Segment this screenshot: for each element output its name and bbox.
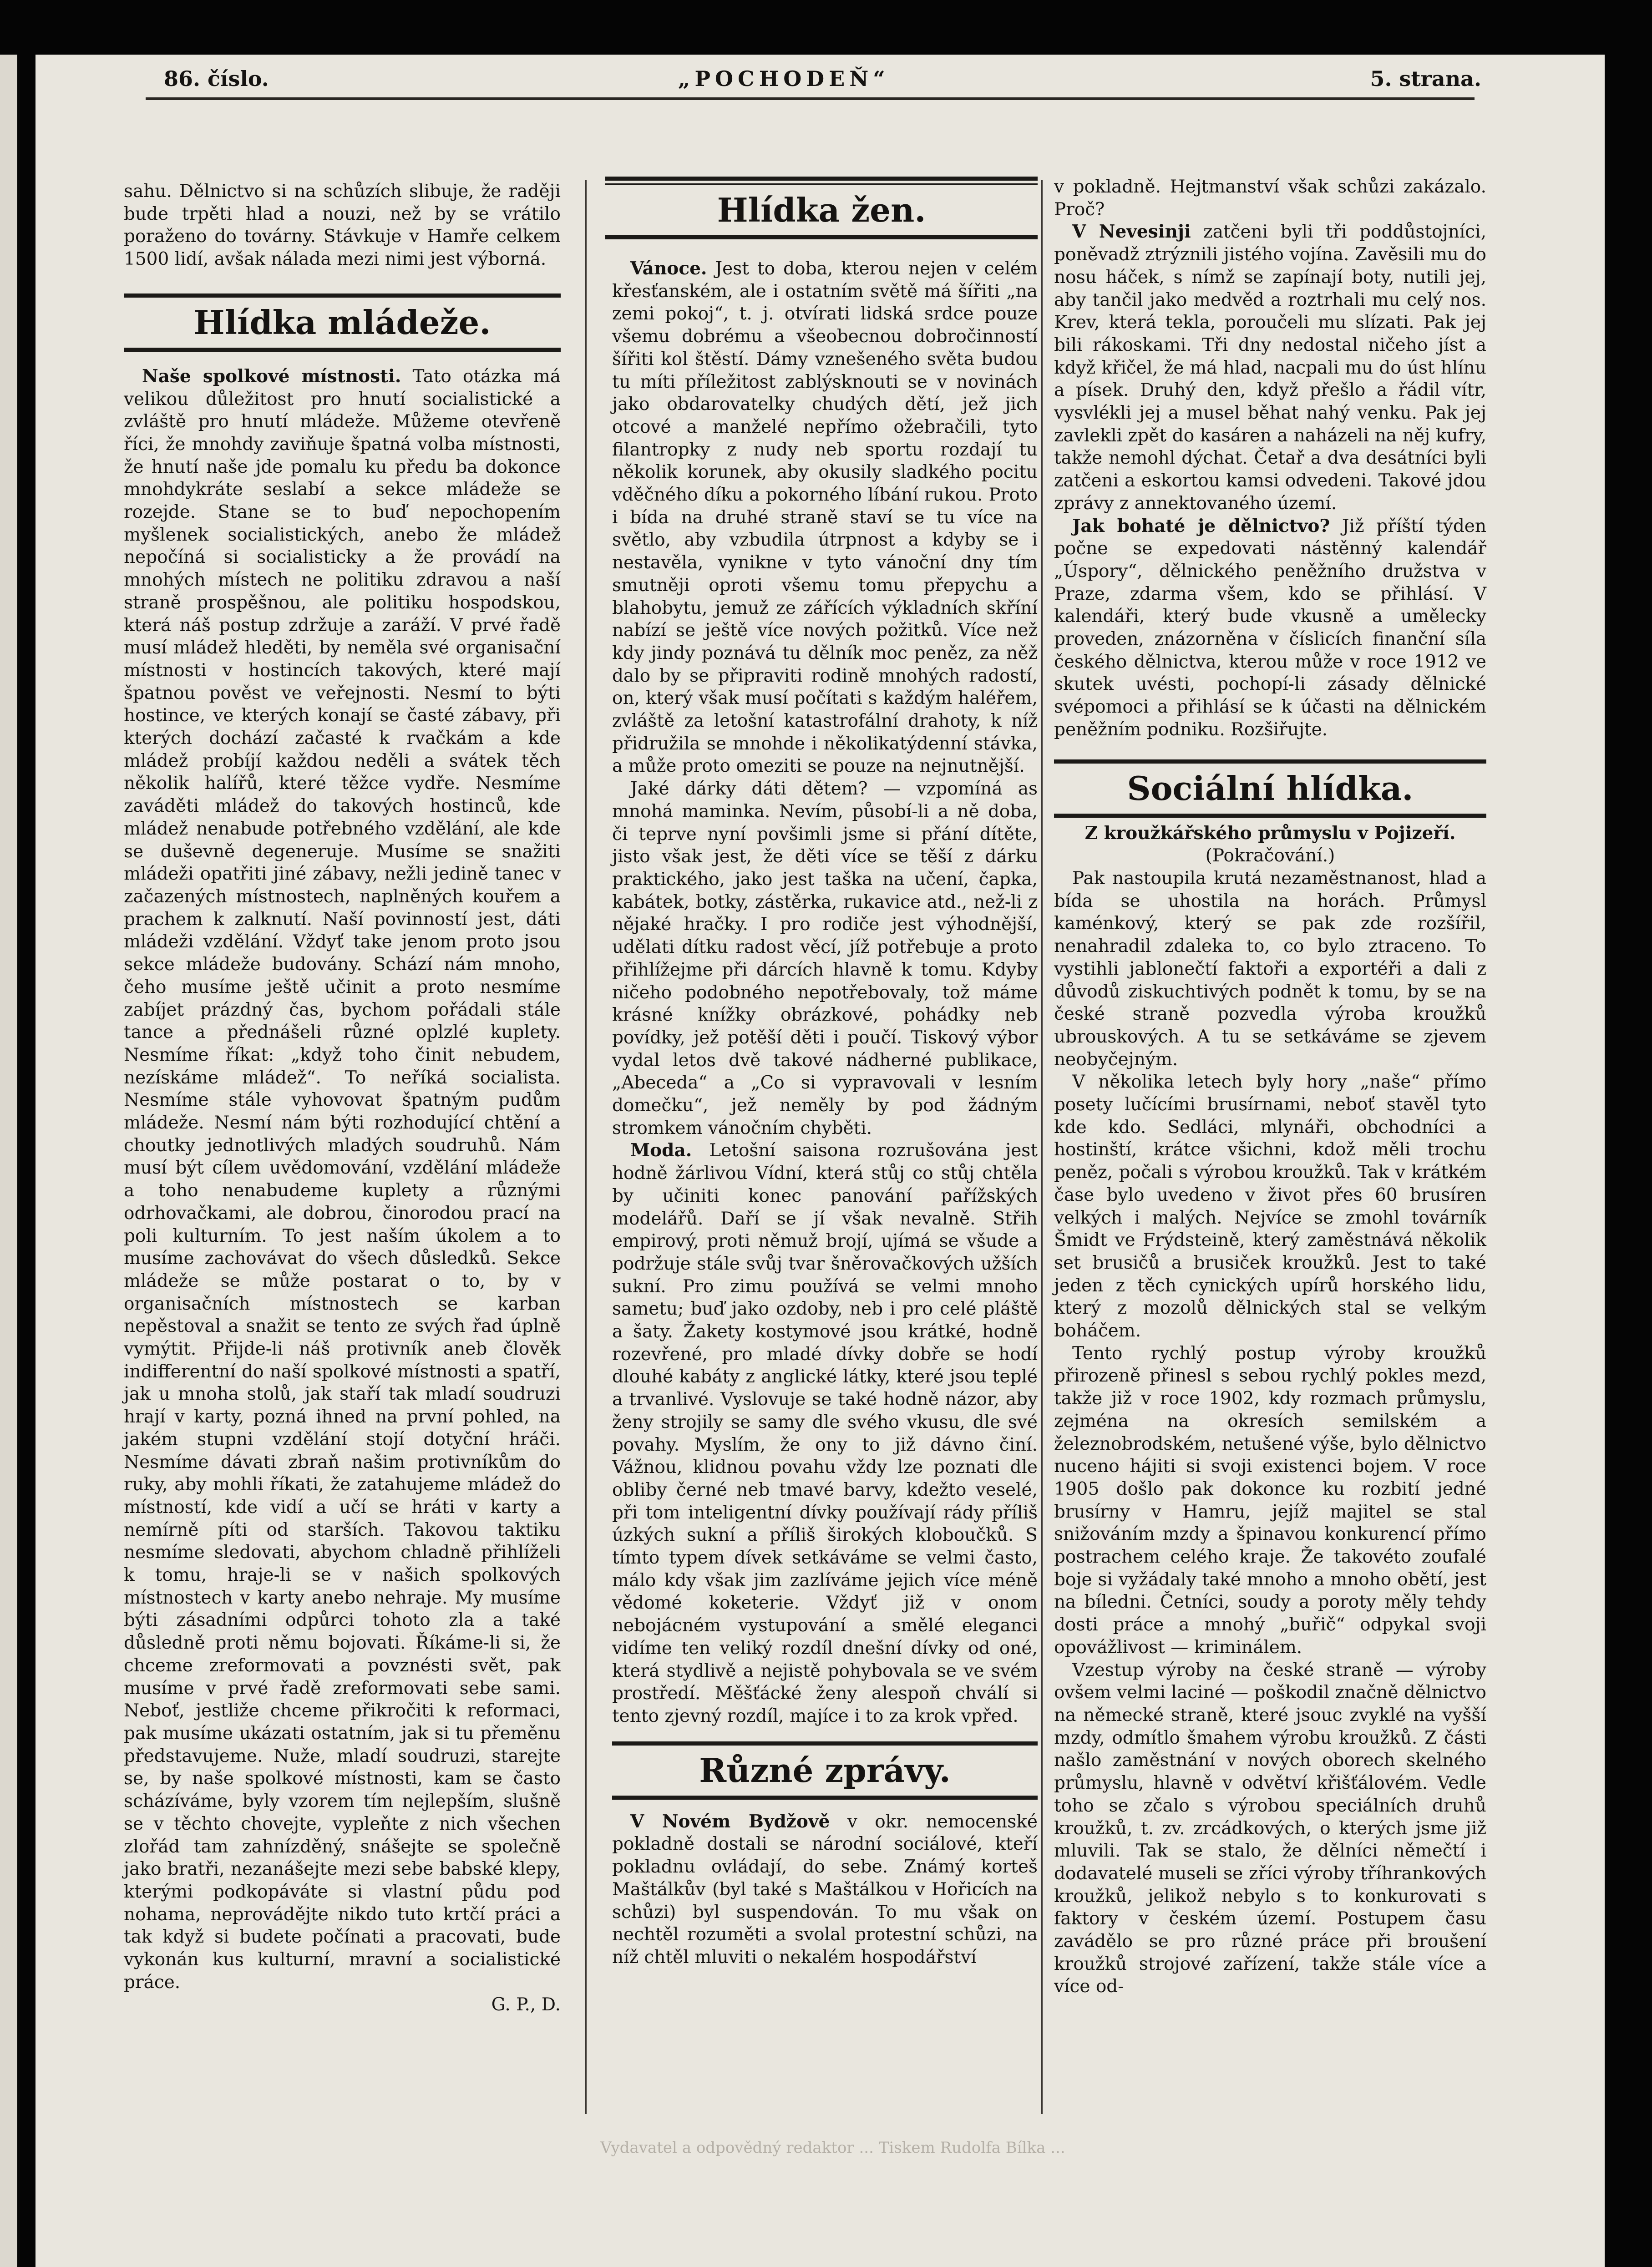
lead-bydzov: V Novém Bydžově [630,1811,830,1832]
lead-workers-wealth: Jak bohaté je dělnictvo? [1072,515,1330,536]
article-subtitle: Z kroužkářského průmyslu v Pojizeří. [1084,822,1456,844]
paragraph-calendar: Již příští týden počne se expedovati nástěnný kalendář „Úspory“, dělnického peněžního družstva v Praze, zdarma všem, kdo se přihlásí. V kalendáři, který bude vkusně a umělecky proveden, znázorněna v číslicích finanční síla českého dělnictva, kterou může v roce 1912 ve skutek uvésti, pochopí-li zásady dělnické svépomoci a přihlásí se k účasti na dělnickém peněžním podniku. Rozšiřujte. [1054,516,1486,740]
heading-rule-bottom [612,1796,1038,1800]
heading-youth-band [124,293,561,352]
column-divider-2 [1041,180,1043,2114]
paragraph-gifts: Jaké dárky dáti dětem? — vzpomíná as mnohá maminka. Nevím, působí-li a ně doba, či teprve nyní povšimli jsme si přání dítěte, jisto však jest, že děti více se těší z dárku praktického, jako jest taška na učení, čapka, kabátek, botky, zástěrka, rukavice atd., než-li z nějaké hračky. I pro rodiče jest výhodnější, udělati dítku radost věcí, jíž potřebuje a proto přihlížejme při dárcích hlavně k tomu. Kdyby ničeho podobného nepotřebovaly, tož máme krásné knížky obrázkové, pohádky neb povídky, jež potěší děti i poučí. Tiskový výbor vydal letos dvě takové nádherné publikace, „Abeceda“ a „Co si vypravovali v lesním domečku“, jež neměly by pod žádným stromkem vánočním chyběti. [612,779,1038,1139]
adjacent-page-edge [0,55,17,2267]
paragraph-fashion: Letošní saisona rozrušována jest hodně žárlivou Vídní, která stůj co stůj chtěla by učiniti konec panování pařížských modelářů. Daří se jí však nevalně. Střih empirový, proti němuž brojí, ujímá se všude a podržuje stále svůj tvar šněrovačkových užších sukní. Pro zimu používá se velmi mnoho sametu; buď jako ozdoby, neb i pro celé pláště a šaty. Žakety kostymové jsou krátké, hodně rozevřené, pro mladé dívky dobře se hodí dlouhé kabáty z anglické látky, které jsou teplé a trvanlivé. Vyslovuje se také hodně názor, aby ženy strojily se samy dle svého vkusu, dle své povahy. Myslím, že ony to již dávno činí. Vážnou, klidnou povahu vždy lze poznati dle obliby černé neb tmavé barvy, kdežto veselé, při tom inteligentní dívky používají rády příliš úzkých sukní a příliš širokých kloboučků. S tímto typem dívek setkáváme se velmi často, málo kdy však jim zazlíváme jejich více méně vědomé koketerie. Vždyť již v onom nebojácném vystupování a smělé eleganci vidíme ten veliký rozdíl dnešní dívky od oné, která stydlivě a nejistě pohybovala se ve svém prostředí. Měšťácké ženy alespoň chválí si tento zjevný rozdíl, majíce i to za krok vpřed. [612,1140,1038,1726]
paragraph-bydzov: v okr. nemocenské pokladně dostali se národní sociálové, kteří pokladnu ovládají, do sebe. Známý korteš Maštálkův (byl také s Maštálkou v Hořicích na schůzi) byl suspendován. To mu však on nechtěl rozuměti a svolal protestní schůzi, na níž chtěl mluviti o nekalém hospodářství [612,1811,1038,1968]
paragraph-grinding-shops: V několika letech byly hory „naše“ přímo posety lučícími brusírnami, neboť stavěl tyto kde kdo. Sedláci, mlynáři, obchodníci a hostinští, krátce všichni, kdož měli trochu peněz, počali s výrobou kroužků. Tak v krátkém čase bylo uvedeno v život přes 60 brusíren velkých i malých. Nejvíce se zmohl továrník Šmidt ve Frýdsteině, který zaměstnává několik set brusičů a brusiček kroužků. Jest to také jeden z těch cynických upírů horského lidu, který z mozolů dělnických stal se velkým boháčem. [1054,1072,1486,1341]
lead-christmas: Vánoce. [630,258,707,279]
heading-women: Hlídka žen. [717,191,926,229]
paragraph-club-rooms: Tato otázka má velikou důležitost pro hnutí socialistické a zvláště pro hnutí mládeže. Můžeme otevřeně říci, že mnohdy zaviňuje špatná volba místnosti, že hnutí naše jde pomalu ku předu ba dokonce mnohdykráte seslabí a sekce mládeže se rozejde. Stane se to buď nepochopením myšlenek socialistických, anebo že mládež nepočíná si socialisticky a že provádí na mnohých místech ne politiku zdravou a naší straně prospěšnou, ale politiku hospodskou, která náš postup zdržuje a zaráží. V prvé řadě musí mládež hleděti, by neměla své organisační místnosti v hostincích takových, které mají špatnou pověst ve veřejnosti. Nesmí to býti hostince, ve kterých konají se časté zábavy, při kterých dochází začasté k rvačkám a kde mládež probíjí každou neděli a svátek těch několik halířů, které těžce vydře. Nesmíme zaváděti mládež do takových hostinců, kde mládež nenabude potřebného vzdělání, ale kde se duševně degeneruje. Musíme se snažiti mládeži opatřiti jiné zábavy, nežli jedině tanec v začazených místnostech, naplněných kouřem a prachem k zalknutí. Naší povinností jest, dáti mládeži vzdělání. Vždyť take jenom proto jsou sekce mládeže budovány. Schází nám mnoho, čeho musíme ještě učinit a proto nesmíme zabíjet prázdný čas, bychom pořádali stále tance a přednášeli různé oplzlé kuplety. Nesmíme říkat: „když toho činit nebudem, nezískáme mládež“. To neříká socialista. Nesmíme stále vyhovovat špatným pudům mládeže. Nesmí nám býti rozhodující chtění a choutky jednotlivých mladých soudruhů. Nám musí být cílem uvědomování, vzdělání mládeže a toho nenabudeme kuplety a různými odrhovačkami, ale dobrou, činorodou prací na poli kulturním. To jest naším úkolem a to musíme zachovávat do všech důsledků. Sekce mládeže se může postarat o to, by v organisačních místnostech se karban nepěstoval a snažit se tento ze svých řad úplně vymýtit. Přijde-li náš protivník aneb člověk indifferentní do naší spolkové místnosti a spatří, jak u mnoha stolů, jak staří tak mladí soudruzi hrají v karty, pozná ihned na první pohled, na jakém stupni vzdělání stojí dotyční hráči. Nesmíme dávati zbraň našim protivníkům do ruky, aby mohli říkati, že zatahujeme mládež do místností, kde vidí a učí se hráti v karty a nemírně píti od starších. Takovou taktiku nesmíme sledovati, abychom chladně přihlíželi k tomu, hraje-li se v našich spolkových místnostech v karty anebo nehraje. My musíme býti zásadními odpůrci tohoto zla a také důsledně proti němu bojovati. Říkáme-li si, že chceme zreformovati a povznésti svět, pak musíme v prvé řadě zreformovati sebe sami. Neboť, jestliže chceme přikročiti k reformaci, pak musíme ukázati ostatním, jak si tu přeměnu představujeme. Nuže, mladí soudruzi, starejte se, by naše spolkové místnosti, kam se často scházíváme, byly vzorem tím nejlepším, slušně se v těchto chovejte, vypleňte z nich všechen zlořád tam zahnízděný, snášejte se společně jako bratři, nezanášejte mezi sebe babské klepy, kterými podkopáváte si vlastní půdu pod nohama, neprovádějte nikdo tuto krtčí práci a tak když si budete počínati a pracovati, bude vykonán kus kulturní, mravní a socialistické práce. [124,366,561,1993]
heading-youth: Hlídka mládeže. [193,303,491,342]
page-number: 5. strana. [1370,66,1481,91]
paragraph-unemployment: Pak nastoupila krutá nezaměstnanost, hlad a bída se uhostila na horách. Průmysl kaménkový, který se pak zde rozšířil, nenahradil zdaleka to, co bylo ztraceno. To vystihli jablonečtí faktoři a exportéři a dali z důvodů ziskuchtivých podnět k tomu, by se na české straně pozvedla výroba kroužků ubrouskových. A tu se setkáváme se zjevem neobyčejným. [1054,868,1486,1070]
lead-club-rooms: Naše spolkové místnosti. [142,365,401,387]
column-3 [1054,176,1486,1998]
paragraph-german-side: Vzestup výroby na české straně — výroby ovšem velmi laciné — poškodil značně dělnictvo na německé straně, které jsouc zvyklé na vyšší mzdy, odmítlo šmahem výrobu kroužků. Z části našlo zaměstnání v nových oborech skelného průmyslu, hlavně v odvětví křišťálovém. Vedle toho se zčalo s výrobou speciálních druhů kroužků, t. zv. zrcádkových, o kterých jsme již mluvili. Tak se stalo, že dělníci němečtí i dodavatelé museli se zříci výroby tříhrankových kroužků, jelikož nebylo s to konkurovati s faktory v českém území. Postupem času zavádělo se pro různé práce při broušení kroužků strojové zařízení, takže stále více a více od- [1054,1660,1486,1997]
lead-nevesinje: V Nevesinji [1072,221,1191,243]
continuation-note: (Pokračování.) [1205,845,1335,866]
header-rule [146,97,1475,100]
faint-footer-imprint: Vydavatel a odpovědný redaktor ... Tiskem Rudolfa Bílka ... [600,2139,1065,2157]
paragraph-strike-end: sahu. Dělnictvo si na schůzích slibuje, že raději bude trpěti hlad a nouzi, než by se vrátilo poraženo do továrny. Stávkuje v Hamře celkem 1500 lidí, avšak nálada mezi nimi jest výborná. [124,181,561,270]
heading-rule-bottom [124,348,561,352]
heading-social: Sociální hlídka. [1127,769,1414,808]
column-divider-1 [585,180,587,2114]
issue-number: 86. číslo. [164,66,269,91]
heading-social-band [1054,759,1486,818]
newspaper-title: „POCHODEŇ“ [678,66,890,91]
column-2 [612,258,1038,1969]
heading-rule-top [1054,759,1486,764]
paragraph-wage-decline: Tento rychlý postup výroby kroužků přirozeně přinesl s sebou rychlý pokles mezd, takže již v roce 1902, kdy rozmach průmyslu, zejména na okresích semilském a železnobrodském, netušené výše, bylo dělnictvo nuceno hájiti si svoji existenci bojem. V roce 1905 došlo pak dokonce ku rozbití jedné brusírny v Hamru, jejíž majitel se stal snižováním mzdy a špinavou konkurencí přímo postrachem celého kraje. Že takovéto zoufalé boje si vyžádaly také mnoho a mnoho obětí, jest na bíledni. Četníci, soudy a poroty měly tehdy dosti práce a mnohý „buřič“ odpykal svoji opovážlivost — kriminálem. [1054,1343,1486,1658]
heading-rule-bottom [605,235,1038,239]
article-signature: G. P., D. [491,1994,561,2015]
heading-rule-top [605,177,1038,181]
paragraph-office: v pokladně. Hejtmanství však schůzi zakázalo. Proč? [1054,177,1486,220]
heading-rule-top [612,1741,1038,1746]
heading-rule-top [124,293,561,298]
column-1 [124,180,561,2016]
heading-news: Různé zprávy. [699,1751,951,1790]
paragraph-nevesinje: zatčeni byli tři poddůstojníci, poněvadž ztrýznili jistého vojína. Zavěsili mu do nosu háček, s nímž se zapínají boty, nutili jej, aby tančil jako medvěd a roztrhali mu celý nos. Krev, která tekla, poroučeli mu slízati. Pak jej bili rákoskami. Tři dny nedostal ničeho jíst a když křičel, že má hlad, nacpali mu do úst hlínu a písek. Druhý den, když přešlo a řádil vítr, vysvlékli jej a musel běhat nahý venku. Pak jej zavlekli zpět do kasáren a naházeli na něj kufry, takže nemohl dýchat. Četař a dva desátníci byli zatčeni a eskortou kamsi odvedeni. Takové jdou zprávy z annektovaného území. [1054,222,1486,514]
lead-fashion: Moda. [630,1140,692,1161]
heading-women-band [605,177,1038,239]
heading-rule-bottom [1054,814,1486,818]
heading-news-band [612,1741,1038,1800]
paragraph-christmas: Jest to doba, kterou nejen v celém křesťanském, ale i ostatním světě má šířiti „na zemi pokoj“, t. j. otvírati lidská srdce pouze všemu dobrému a všeobecnou dobročinností šířiti kol štěstí. Dámy vznešeného světa budou tu míti příležitost zablýsknouti se v novinách jako obdarovatelky chudých dětí, jež jich otcové a manželé nepřímo ožebračili, tyto filantropky z nudy neb sportu rozdají tu několik korunek, aby okusily sladkého pocitu vděčného díku a pokorného líbání rukou. Proto i bída na druhé straně staví se tu více na světlo, aby vzbudila útrpnost a kdyby se i nestavěla, vynikne v tyto vánoční dny tím smutněji oproti všemu tomu přepychu a blahobytu, jemuž ze zářících výkladních skříní nabízí se ještě více nových požitků. Více než kdy jindy poznává tu dělník moc peněz, za něž dalo by se připraviti rodině mnohých radostí, on, který však musí počítati s každým haléřem, zvláště za letošní katastrofální drahoty, k níž přidružila se mnohde i několikatýdenní stávka, a může proto omeziti se pouze na nejnutnější. [612,258,1038,777]
